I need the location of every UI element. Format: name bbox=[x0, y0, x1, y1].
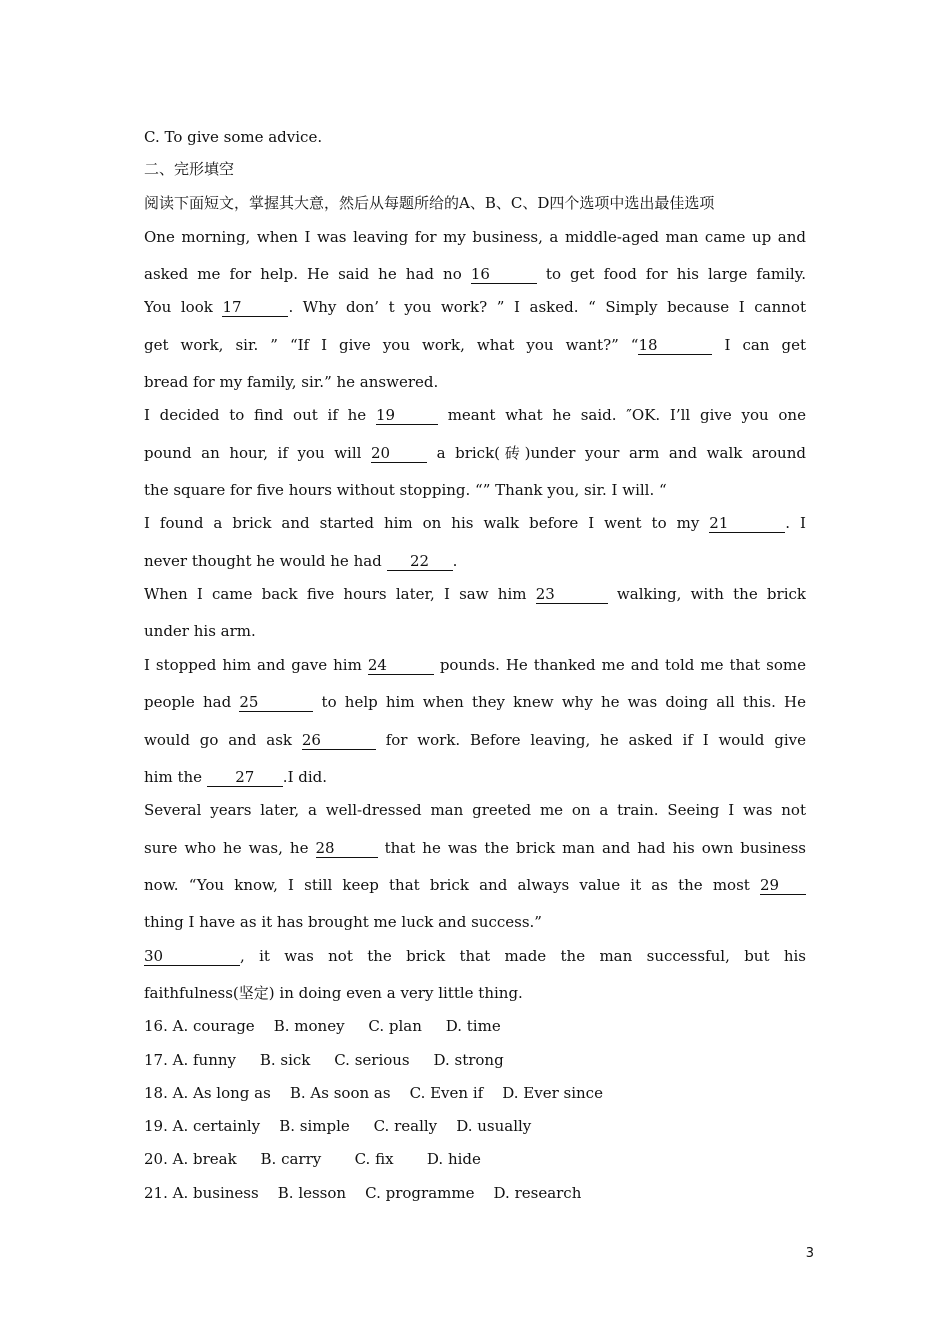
blank-17[interactable]: 17 bbox=[222, 299, 288, 317]
blank-22[interactable]: 22 bbox=[387, 553, 453, 571]
passage-line: When I came back five hours later, I saw him 23 walking, with the brick bbox=[144, 585, 806, 603]
blank-30[interactable]: 30 bbox=[144, 948, 240, 966]
passage-line: Several years later, a well-dressed man greeted me on a train. Seeing I was not bbox=[144, 801, 806, 819]
blank-21[interactable]: 21 bbox=[709, 515, 785, 533]
passage-line: One morning, when I was leaving for my business, a middle-aged man came up and bbox=[144, 228, 806, 246]
option-line-17: 17. A. funny B. sick C. serious D. strong bbox=[144, 1051, 504, 1069]
blank-28[interactable]: 28 bbox=[316, 840, 378, 858]
passage-line: You look 17 . Why don’ t you work? ” I asked. “ Simply because I cannot bbox=[144, 298, 806, 316]
passage-line: 30 , it was not the brick that made the man successful, but his bbox=[144, 947, 806, 965]
blank-24[interactable]: 24 bbox=[368, 657, 434, 675]
passage-line: get work, sir. ” “If I give you work, what you want?” “18 I can get bbox=[144, 336, 806, 354]
previous-option-line: C. To give some advice. bbox=[144, 128, 323, 146]
passage-line: I found a brick and started him on his walk before I went to my 21 . I bbox=[144, 514, 806, 532]
passage-line: him the 27 .I did. bbox=[144, 768, 328, 786]
page-number: 3 bbox=[805, 1246, 814, 1261]
passage-line: under his arm. bbox=[144, 622, 256, 640]
passage-line: asked me for help. He said he had no 16 to get food for his large family. bbox=[144, 265, 806, 283]
passage-line: faithfulness(坚定) in doing even a very little thing. bbox=[144, 984, 523, 1002]
passage-line: sure who he was, he 28 that he was the brick man and had his own business bbox=[144, 839, 806, 857]
section-title: 二、完形填空 bbox=[144, 160, 235, 178]
option-line-21: 21. A. business B. lesson C. programme D. research bbox=[144, 1184, 582, 1202]
passage-line: pound an hour, if you will 20 a brick(砖)under your arm and walk around bbox=[144, 444, 806, 462]
option-line-20: 20. A. break B. carry C. fix D. hide bbox=[144, 1150, 481, 1168]
passage-line: I decided to find out if he 19 meant what he said. ″OK. I’ll give you one bbox=[144, 406, 806, 424]
option-line-19: 19. A. certainly B. simple C. really D. usually bbox=[144, 1117, 532, 1135]
passage-line: thing I have as it has brought me luck and success.” bbox=[144, 913, 542, 931]
instruction: 阅读下面短文，掌握其大意，然后从每题所给的A、B、C、D四个选项中选出最佳选项 bbox=[144, 194, 715, 212]
blank-16[interactable]: 16 bbox=[471, 266, 537, 284]
blank-27[interactable]: 27 bbox=[207, 769, 283, 787]
blank-23[interactable]: 23 bbox=[536, 586, 608, 604]
blank-25[interactable]: 25 bbox=[239, 694, 313, 712]
option-line-18: 18. A. As long as B. As soon as C. Even if D. Ever since bbox=[144, 1084, 603, 1102]
passage-line: the square for five hours without stopping. “” Thank you, sir. I will. “ bbox=[144, 481, 667, 499]
passage-line: never thought he would he had 22 . bbox=[144, 552, 458, 570]
blank-19[interactable]: 19 bbox=[376, 407, 438, 425]
passage-line: bread for my family, sir.” he answered. bbox=[144, 373, 439, 391]
passage-line: I stopped him and gave him 24 pounds. He thanked me and told me that some bbox=[144, 656, 806, 674]
blank-20[interactable]: 20 bbox=[371, 445, 427, 463]
passage-line: people had 25 to help him when they knew why he was doing all this. He bbox=[144, 693, 806, 711]
blank-26[interactable]: 26 bbox=[302, 732, 376, 750]
passage-line: would go and ask 26 for work. Before leaving, he asked if I would give bbox=[144, 731, 806, 749]
passage-line: now. “You know, I still keep that brick and always value it as the most 29 bbox=[144, 874, 806, 896]
blank-18[interactable]: 18 bbox=[638, 337, 712, 355]
option-line-16: 16. A. courage B. money C. plan D. time bbox=[144, 1017, 501, 1035]
blank-29[interactable]: 29 bbox=[760, 877, 806, 895]
